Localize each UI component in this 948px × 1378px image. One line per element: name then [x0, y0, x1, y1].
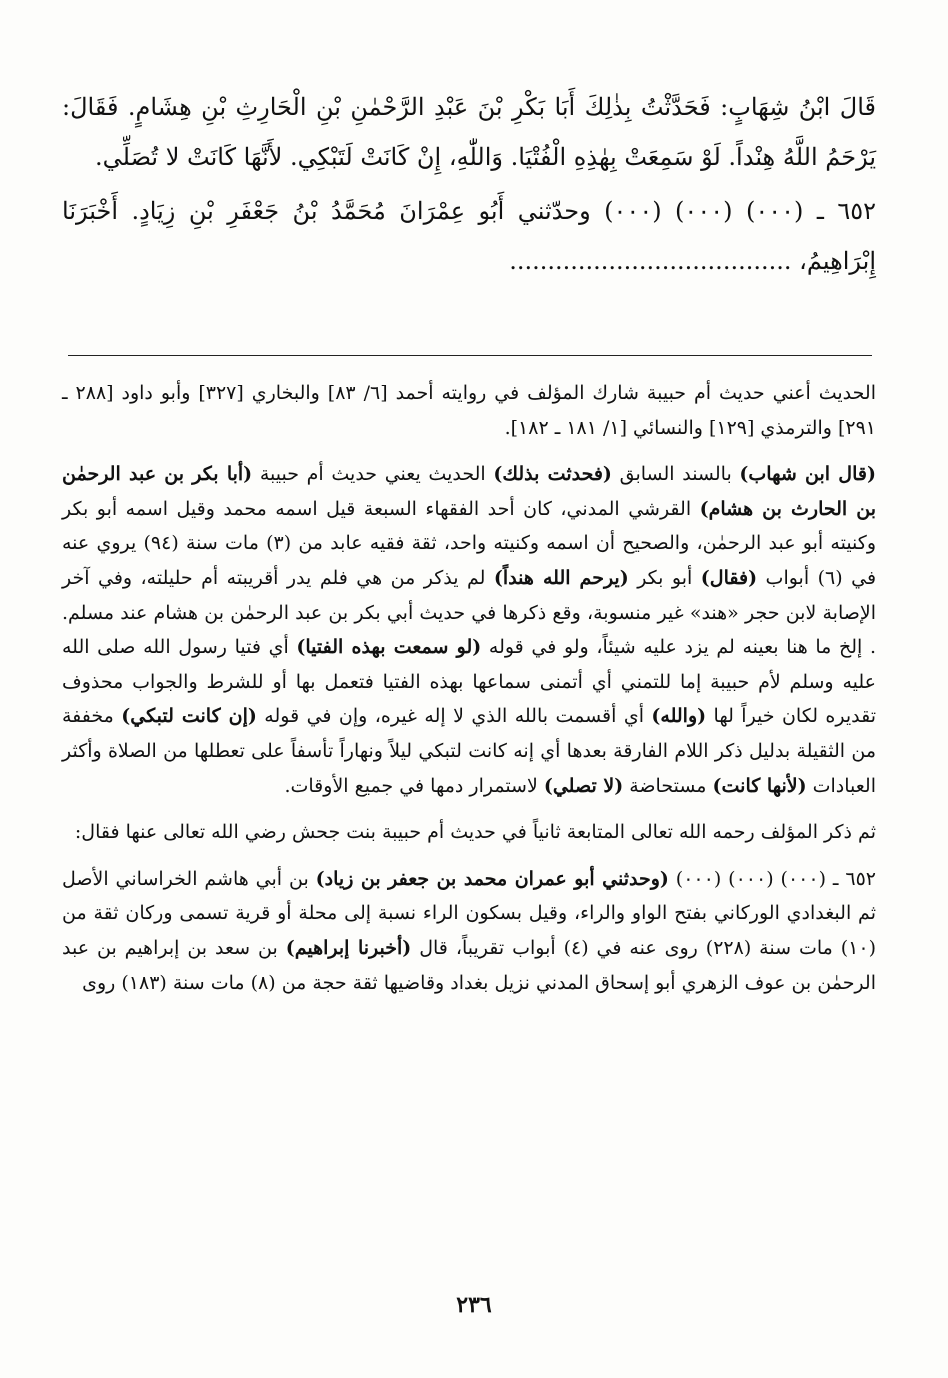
commentary-text: ٦٥٢ ـ (٠٠٠) (٠٠٠) (٠٠٠) — [668, 867, 877, 890]
hadith-text — [62, 82, 876, 286]
commentary-paragraph-4 — [62, 862, 876, 1000]
hadith-paragraph: قَالَ ابْنُ شِهَابٍ: فَحَدَّثْتُ بِذٰلِكَ أَبَا بَكْرِ بْنَ عَبْدِ الرَّحْمٰنِ بْنِ الْحَارِثِ بْنِ هِشَامٍ. فَقَالَ: يَرْحَمُ اللَّهُ هِنْداً. لَوْ سَمِعَتْ بِهٰذِهِ الْفُتْيَا. وَاللّٰهِ، إِنْ كَانَتْ لَتَبْكِي. لأَنَّهَا كَانَتْ لا تُصَلِّي. — [62, 93, 876, 171]
commentary-text: أي أقسمت بالله الذي لا إله غيره، وإن في قوله — [256, 705, 652, 728]
commentary-text: مخففة من الثقيلة بدليل ذكر اللام الفارقة بعدها أي إنه كانت لتبكي ليلاً ونهاراً تأسفاً على تعطلها من الصلاة وأكثر العبادات — [62, 705, 876, 797]
quoted-hadith-phrase: (والله) — [651, 705, 707, 728]
quoted-hadith-phrase: (لأنها كانت) — [712, 774, 807, 797]
commentary-text: أي فتيا رسول الله صلى الله عليه وسلم لأم حبيبة إما للتمني أي أتمنى سماعها بهذه الفتيا فتعمل بها أو للشرط والجواب محذوف تقديره لكان خيراً لها — [62, 636, 877, 728]
quoted-hadith-phrase: (لا تصلي) — [543, 774, 624, 797]
commentary-text: القرشي المدني، كان أحد الفقهاء السبعة قيل اسمه محمد وقيل اسمه أبو بكر وكنيته أبو عبد الرحمٰن، والصحيح أن اسمه وكنيته واحد، ثقة فقيه عابد من (٣) مات سنة (٩٤) يروي عنه في (٦) أبواب — [62, 497, 877, 589]
quoted-hadith-phrase: (لو سمعت بهذه الفتيا) — [296, 636, 482, 659]
quoted-hadith-phrase: (وحدثني أبو عمران محمد بن جعفر بن زياد) — [315, 867, 669, 890]
commentary — [62, 376, 876, 1000]
commentary-text: لم يذكر من هي فلم يدر أقريبته أم حليلته، وفي آخر الإصابة لابن حجر «هند» غير منسوبة، وقع ذكرها في حديث أبي بكر بن عبد الرحمٰن بن هشام عند مسلم. . إلخ ما هنا بعينه لم يزد عليه شيئاً، ولو في قوله — [62, 566, 876, 659]
quoted-hadith-phrase: (إن كانت لتبكي) — [121, 705, 257, 728]
commentary-text: بن أبي هاشم الخراساني الأصل ثم البغدادي الوركاني بفتح الواو والراء، وقيل بسكون الراء نسبة إلى محلة أو قرية تسمى وركان ثقة من (١٠) مات سنة (٢٢٨) روى عنه في (٤) أبواب تقريباً، قال — [62, 867, 876, 959]
quoted-hadith-phrase: (أخبرنا إبراهيم) — [285, 936, 412, 959]
commentary-paragraph-3: ثم ذكر المؤلف رحمه الله تعالى المتابعة ثانياً في حديث أم حبيبة بنت جحش رضي الله تعالى عنها فقال: — [74, 821, 876, 844]
commentary-text: بن سعد بن إبراهيم بن عبد الرحمٰن بن عوف الزهري أبو إسحاق المدني نزيل بغداد وقاضيها ثقة حجة من (٨) مات سنة (١٨٣) روى — [62, 936, 876, 994]
commentary-text: أبو بكر — [628, 566, 701, 589]
hadith-chain-text: ٦٥٢ ـ (٠٠٠) (٠٠٠) (٠٠٠) وحدّثني أَبُو عِمْرَانَ مُحَمَّدُ بْنُ جَعْفَرِ بْنِ زِيَادٍ. أَخْبَرَنَا إِبْرَاهِيمُ، — [62, 197, 877, 275]
quoted-hadith-phrase: (فقال) — [700, 566, 758, 589]
commentary-text: الحديث يعني حديث أم حبيبة — [252, 463, 494, 486]
commentary-text: مستحاضة — [623, 774, 713, 797]
quoted-hadith-phrase: (أبا بكر بن عبد الرحمٰن بن الحارث بن هشام) — [62, 463, 877, 520]
quoted-hadith-phrase: (يرحم الله هنداً) — [493, 566, 629, 589]
quoted-hadith-phrase: (قال ابن شهاب) — [739, 463, 876, 486]
commentary-paragraph-2 — [62, 457, 876, 803]
commentary-text: بالسند السابق — [611, 463, 740, 486]
commentary-text: لاستمرار دمها في جميع الأوقات. — [284, 774, 544, 797]
ellipsis-dots: ..................................... — [509, 247, 792, 275]
page-number: ٢٣٦ — [456, 1292, 492, 1318]
commentary-paragraph-1: الحديث أعني حديث أم حبيبة شارك المؤلف في روايته أحمد [٦/ ٨٣] والبخاري [٣٢٧] وأبو داود [٢٨٨ ـ ٢٩١] والترمذي [١٢٩] والنسائي [١/ ١٨١ ـ ١٨٢]. — [62, 382, 876, 439]
hadith-chain-paragraph — [62, 186, 876, 286]
quoted-hadith-phrase: (فحدثت بذلك) — [493, 463, 612, 486]
section-divider — [68, 355, 872, 356]
